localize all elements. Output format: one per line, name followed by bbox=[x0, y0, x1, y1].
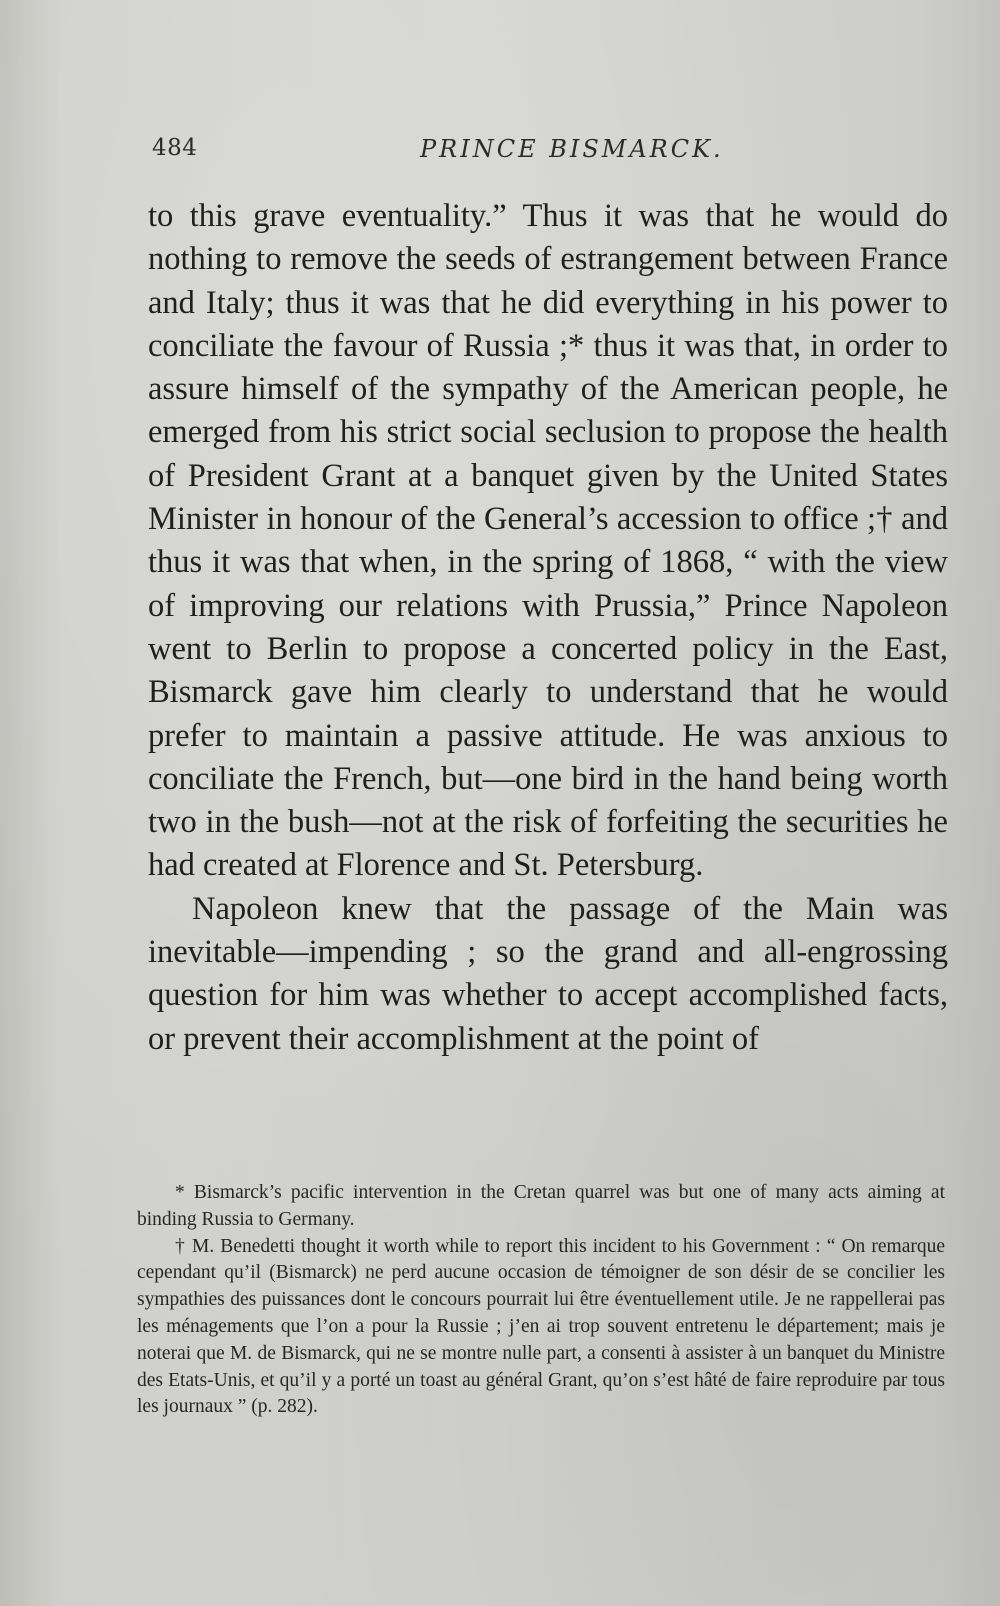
body-paragraph: to this grave eventuality.” Thus it was that he would do nothing to remove the seeds of estrangement between France and Italy; thus it was that he did everything in his power to conciliate the favour of Russia ;* thus it was that, in order to assure himself of the sympathy of the American people, he emerged from his strict social seclusion to propose the health of President Grant at a banquet given by the United States Minister in honour of the General’s accession to office ;† and thus it was that when, in the spring of 1868, “ with the view of improving our relations with Prussia,” Prince Napoleon went to Berlin to propose a concerted policy in the East, Bismarck gave him clearly to understand that he would prefer to maintain a passive attitude. He was anxious to conciliate the French, but—one bird in the hand being worth two in the bush—not at the risk of forfeiting the securities he had created at Florence and St. Petersburg. bbox=[148, 198, 948, 884]
footnote: * Bismarck’s pacific intervention in the Cretan quarrel was but one of many acts aiming at binding Russia to Germany. bbox=[137, 1182, 945, 1230]
footnotes bbox=[137, 1180, 945, 1421]
main-text bbox=[148, 195, 948, 1061]
page-number: 484 bbox=[152, 135, 198, 161]
body-paragraph: Napoleon knew that the passage of the Main was inevitable—impending ; so the grand and all-engrossing question for him was whether to accept accomplished facts, or prevent their accomplishment at the point of bbox=[148, 890, 948, 1057]
footnote: † M. Benedetti thought it worth while to report this incident to his Government : “ On remarque cependant qu’il (Bismarck) ne perd aucune occasion de témoigner de son désir de se concilier les sympathies des puissances dont le concours pourrait lui être éventuellement utile. Je ne rappellerai pas les ménagements que l’on a pour la Russie ; j’en ai trop souvent entretenu le département; mais je noterai que M. de Bismarck, qui ne se montre nulle part, a consenti à assister à un banquet du Ministre des Etats-Unis, et qu’il y a porté un toast au général Grant, qu’on s’est hâté de faire reproduire par tous les journaux ” (p. 282). bbox=[137, 1235, 945, 1418]
page-header bbox=[150, 135, 940, 175]
running-title: PRINCE BISMARCK. bbox=[420, 135, 724, 163]
